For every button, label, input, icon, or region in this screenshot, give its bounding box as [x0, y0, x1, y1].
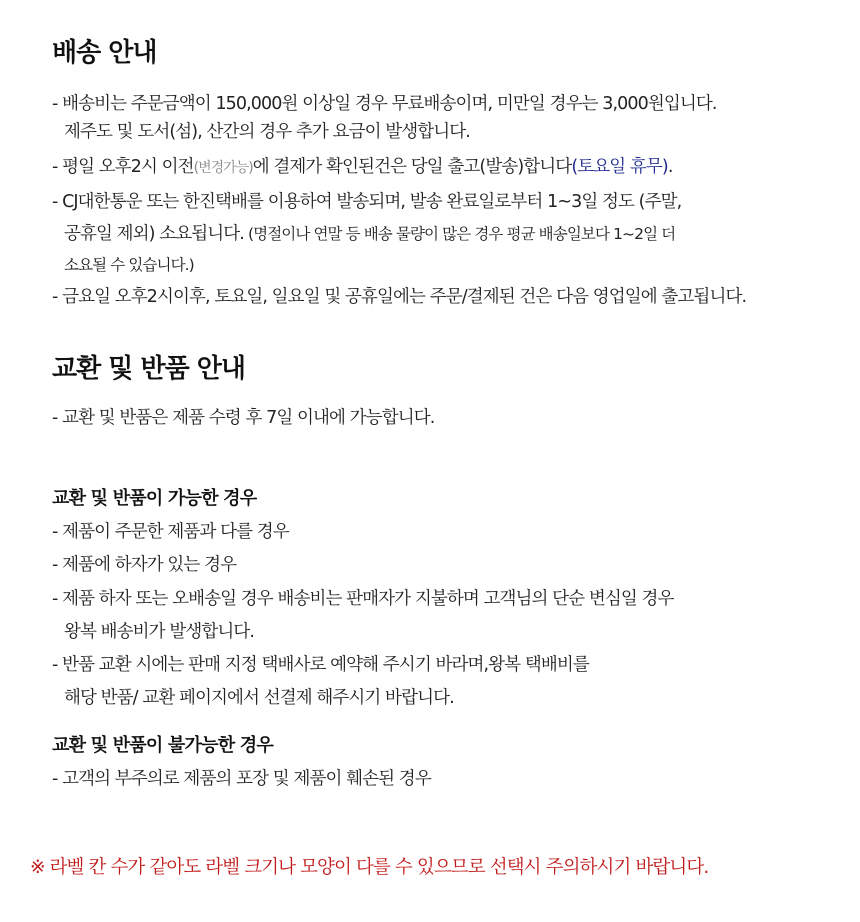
- shipping-fee-line-cont: 제주도 및 도서(섬), 산간의 경우 추가 요금이 발생합니다.: [64, 122, 470, 142]
- shipping-cutoff-text-a: - 평일 오후2시 이전: [52, 157, 194, 177]
- exchange-possible-title: 교환 및 반품이 가능한 경우: [52, 488, 257, 509]
- shipping-courier-text-a: 공휴일 제외) 소요됩니다.: [64, 224, 244, 244]
- shipping-cutoff-line: [52, 156, 673, 179]
- shipping-courier-line-cont: [64, 223, 675, 245]
- shipping-weekend-line: - 금요일 오후2시이후, 토요일, 일요일 및 공휴일에는 주문/결제된 건은 다음 영업일에 출고됩니다.: [52, 287, 747, 307]
- exchange-impossible-title: 교환 및 반품이 불가능한 경우: [52, 735, 273, 756]
- label-size-notice: ※ 라벨 칸 수가 같아도 라벨 크기나 모양이 다를 수 있으므로 선택시 주의하시기 바랍니다.: [30, 857, 709, 878]
- exchange-impossible-item: - 고객의 부주의로 제품의 포장 및 제품이 훼손된 경우: [52, 769, 431, 789]
- shipping-saturday-note: (토요일 휴무): [571, 157, 668, 177]
- shipping-fee-line: - 배송비는 주문금액이 150,000원 이상일 경우 무료배송이며, 미만일 경우는 3,000원입니다.: [52, 94, 717, 114]
- shipping-courier-text-b: (명절이나 연말 등 배송 물량이 많은 경우 평균 배송일보다 1~2일 더: [243, 225, 676, 243]
- exchange-possible-item: - 제품이 주문한 제품과 다를 경우: [52, 522, 289, 542]
- exchange-title: 교환 및 반품 안내: [52, 354, 245, 384]
- shipping-title: 배송 안내: [52, 38, 157, 68]
- shipping-cutoff-note: (변경가능): [193, 160, 253, 176]
- shipping-cutoff-text-b: 에 결제가 확인된건은 당일 출고(발송)합니다: [252, 157, 572, 177]
- shipping-cutoff-text-c: .: [667, 157, 673, 177]
- shipping-courier-line-cont2: 소요될 수 있습니다.): [64, 256, 194, 274]
- exchange-possible-item: - 제품에 하자가 있는 경우: [52, 555, 237, 575]
- exchange-possible-item-cont: 해당 반품/ 교환 페이지에서 선결제 해주시기 바랍니다.: [64, 688, 454, 708]
- exchange-possible-item: - 제품 하자 또는 오배송일 경우 배송비는 판매자가 지불하며 고객님의 단순 변심일 경우: [52, 589, 674, 609]
- exchange-possible-item-cont: 왕복 배송비가 발생합니다.: [64, 622, 255, 642]
- exchange-possible-item: - 반품 교환 시에는 판매 지정 택배사로 예약해 주시기 바라며,왕복 택배비를: [52, 655, 589, 675]
- shipping-courier-line: - CJ대한통운 또는 한진택배를 이용하여 발송되며, 발송 완료일로부터 1~3일 정도 (주말,: [52, 192, 682, 212]
- exchange-period-line: - 교환 및 반품은 제품 수령 후 7일 이내에 가능합니다.: [52, 408, 435, 428]
